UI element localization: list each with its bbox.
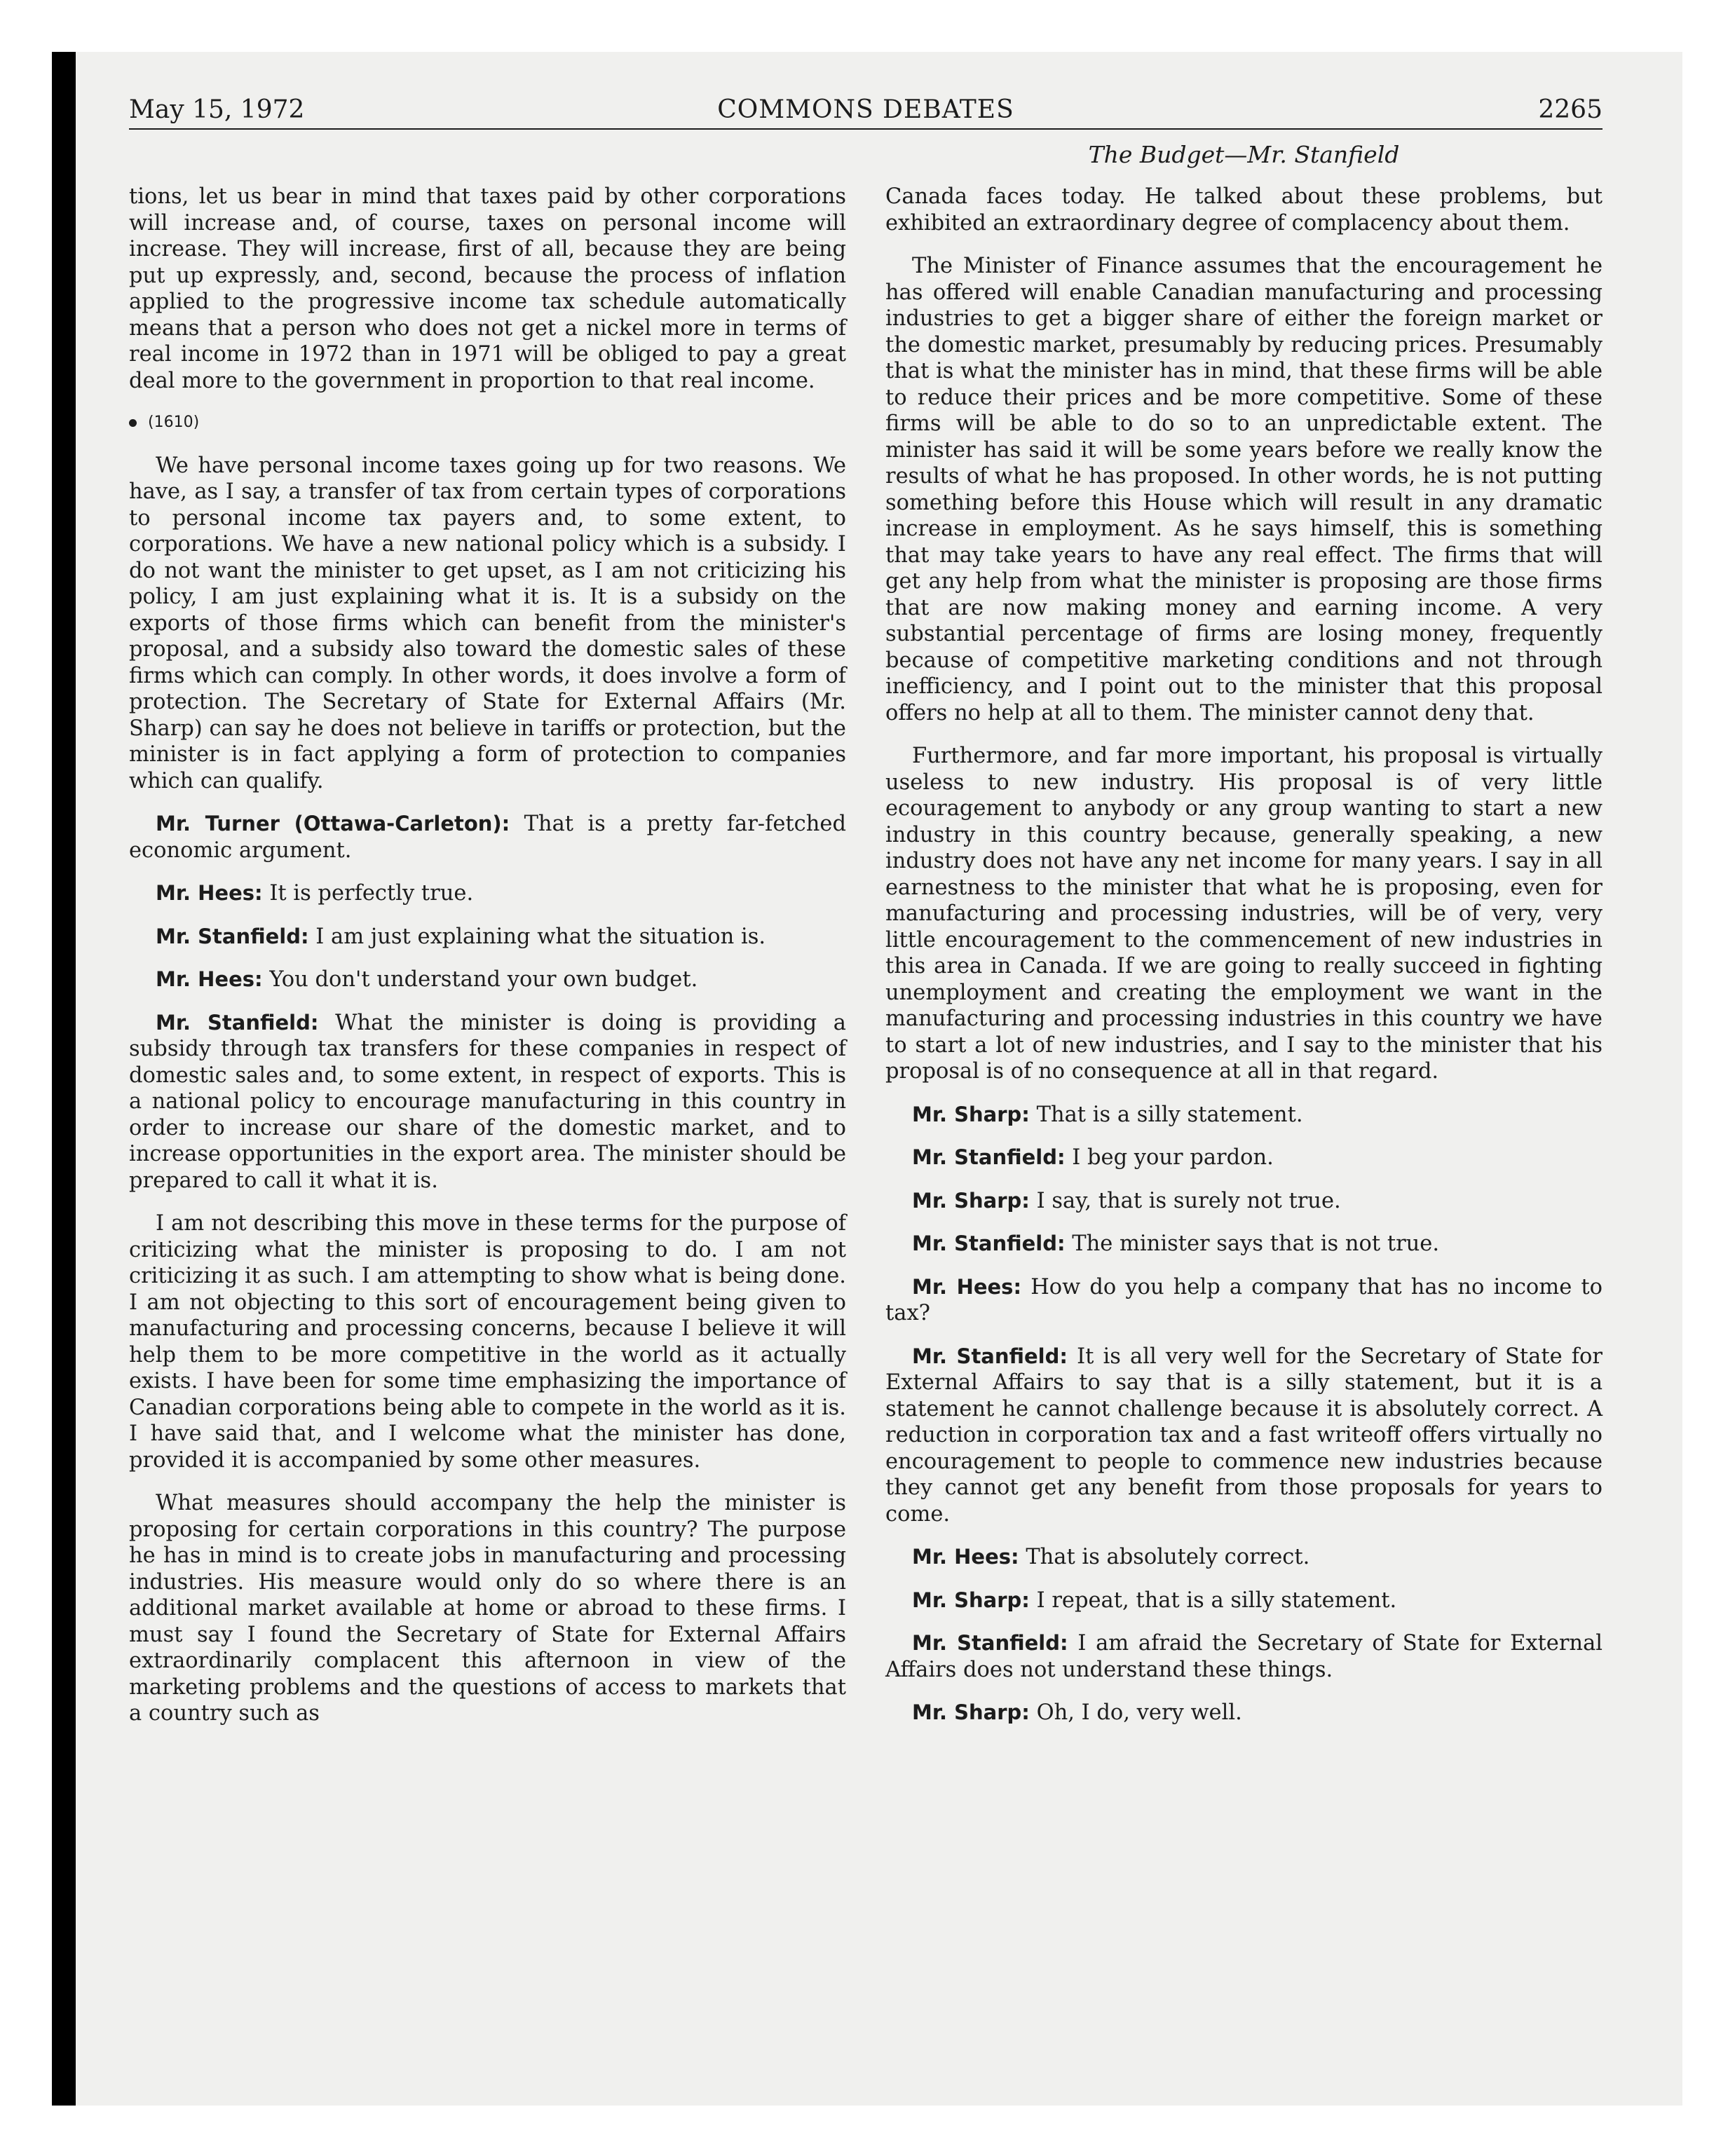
paragraph: tions, let us bear in mind that taxes paid by other corporations will increase and, of course, taxes on personal income will increase. They will increase, first of all, because they are being put up expressly, and, second, because the process of inflation applied to the progressive income tax schedule automatically means that a person who does not get a nickel more in terms of real income in 1972 than in 1971 will be obliged to pay a great deal more to the government in proportion to that real income. — [129, 184, 846, 393]
speech — [885, 1544, 1603, 1571]
publication-title: COMMONS DEBATES — [717, 95, 1014, 124]
speech — [129, 924, 846, 950]
paragraph: Canada faces today. He talked about these problems, but exhibited an extraordinary degree of complacency about them. — [885, 184, 1603, 236]
speaker-name: Mr. Stanfield: — [156, 924, 309, 948]
speech-text: That is absolutely correct. — [1026, 1545, 1310, 1569]
speech — [885, 1630, 1603, 1683]
paragraph: I am not describing this move in these terms for the purpose of criticizing what the minister is proposing to do. I am not criticizing it as such. I am attempting to show what is being done. I am not objecting to this sort of encouragement being given to manufacturing and processing concerns, because I believe it will help them to be more competitive in the world as it actually exists. I have been for some time emphasizing the importance of Canadian corporations being able to compete in the world as it is. I have said that, and I welcome what the minister has done, provided it is accompanied by some other measures. — [129, 1211, 846, 1473]
running-head — [129, 92, 1603, 130]
speech-text: I repeat, that is a silly statement. — [1036, 1588, 1397, 1613]
speaker-name: Mr. Stanfield: — [912, 1145, 1066, 1169]
timestamp-marker — [129, 409, 846, 436]
paragraph: The Minister of Finance assumes that the encouragement he has offered will enable Canadian manufacturing and processing industries to get a bigger share of either the foreign market or the domestic market, presumably by reducing prices. Presumably that is what the minister has in mind, that these firms will be able to reduce their prices and be more competitive. Some of these firms will be able to do so to an unpredictable extent. The minister has said it will be some years before we really know the results of what he has proposed. In other words, he is not putting something before this House which will result in any dramatic increase in employment. As he says himself, this is something that may take years to have any real effect. The firms that will get any help from what the minister is proposing are those firms that are now making money and earning income. A very substantial percentage of firms are losing money, frequently because of competitive marketing conditions and not through inefficiency, and I point out to the minister that this proposal offers no help at all to them. The minister cannot deny that. — [885, 254, 1603, 725]
speech — [885, 1274, 1603, 1327]
speech — [129, 967, 846, 993]
speech — [885, 1188, 1603, 1215]
page-date: May 15, 1972 — [129, 95, 305, 124]
speaker-name: Mr. Stanfield: — [912, 1344, 1068, 1368]
speech-text: That is a pretty far-fetched economic argument. — [129, 812, 846, 863]
paragraph: We have personal income taxes going up for two reasons. We have, as I say, a transfer of tax from certain types of corporations to personal income tax payers and, to some extent, to corporations. We have a new national policy which is a subsidy. I do not want the minister to get upset, as I am not criticizing his policy, I am just explaining what it is. It is a subsidy on the exports of those firms which can benefit from the minister's proposal, and a subsidy also toward the domestic sales of these firms which can comply. In other words, it does involve a form of protection. The Secretary of State for External Affairs (Mr. Sharp) can say he does not believe in tariffs or protection, but the minister is in fact applying a form of protection to companies which can qualify. — [129, 453, 846, 793]
speech-text: It is all very well for the Secretary of State for External Affairs to say that is a silly statement, but it is a statement he cannot challenge because it is absolutely correct. A reduction in corporation tax and a fast writeoff offers virtually no encouragement to people to commence new industries because they cannot get any benefit from those proposals for years to come. — [885, 1344, 1603, 1527]
paragraph: What measures should accompany the help the minister is proposing for certain corporations in this country? The purpose he has in mind is to create jobs in manufacturing and processing industries. His measure would only do so where there is an additional market available at home or abroad to these firms. I must say I found the Secretary of State for External Affairs extraordinarily complacent this afternoon in view of the marketing problems and the questions of access to markets that a country such as — [129, 1491, 846, 1726]
speech — [885, 1588, 1603, 1614]
speaker-name: Mr. Turner (Ottawa-Carleton): — [156, 812, 510, 835]
page-number: 2265 — [1538, 95, 1603, 124]
speech — [129, 811, 846, 864]
speaker-name: Mr. Sharp: — [912, 1700, 1030, 1724]
speech — [129, 1010, 846, 1194]
speech-text: That is a silly statement. — [1036, 1102, 1303, 1127]
timestamp: (1610) — [148, 414, 200, 431]
speech-text: What the minister is doing is providing a subsidy through tax transfers for these companies in respect of domestic sales and, to some extent, in respect of exports. This is a national policy to encourage manufacturing in this country in order to increase our share of the domestic market, and to increase opportunities in the export area. The minister should be prepared to call it what it is. — [129, 1010, 846, 1193]
speaker-name: Mr. Hees: — [156, 881, 263, 905]
speech-text: I am afraid the Secretary of State for External Affairs does not understand these things. — [885, 1631, 1603, 1682]
speaker-name: Mr. Stanfield: — [912, 1631, 1068, 1655]
right-column — [885, 184, 1603, 1726]
speech — [129, 880, 846, 907]
speaker-name: Mr. Hees: — [912, 1274, 1022, 1299]
speaker-name: Mr. Sharp: — [912, 1588, 1030, 1612]
speech-text: How do you help a company that has no income to tax? — [885, 1274, 1603, 1325]
section-heading: The Budget—Mr. Stanfield — [1088, 141, 1400, 168]
speech-text: I am just explaining what the situation is. — [315, 924, 766, 949]
speech-text: Oh, I do, very well. — [1036, 1700, 1242, 1725]
speech-text: I beg your pardon. — [1072, 1145, 1274, 1170]
speech-text: The minister says that is not true. — [1072, 1231, 1440, 1256]
speech — [885, 1102, 1603, 1128]
speaker-name: Mr. Hees: — [156, 967, 263, 991]
speech — [885, 1231, 1603, 1257]
speaker-name: Mr. Hees: — [912, 1545, 1019, 1569]
paragraph: Furthermore, and far more important, his proposal is virtually useless to new industry. His proposal is of very little ecouragement to anybody or any group wanting to start a new industry in this country because, generally speaking, a new industry does not have any net income for many years. I say in all earnestness to the minister that what he is proposing, even for manufacturing and processing industries, will be of very, very little encouragement to the commencement of new industries in this area in Canada. If we are going to really succeed in fighting unemployment and creating the employment we want in the manufacturing and processing industries in this country we have to start a lot of new industries, and I say to the minister that his proposal is of no consequence at all in that regard. — [885, 744, 1603, 1084]
speaker-name: Mr. Stanfield: — [156, 1010, 319, 1035]
speech-text: It is perfectly true. — [269, 881, 474, 906]
speaker-name: Mr. Sharp: — [912, 1102, 1030, 1126]
speaker-name: Mr. Stanfield: — [912, 1231, 1066, 1255]
speaker-name: Mr. Sharp: — [912, 1188, 1030, 1213]
speech — [885, 1344, 1603, 1528]
left-column — [129, 184, 846, 1727]
speech — [885, 1700, 1603, 1726]
bullet-icon — [129, 419, 137, 427]
speech — [885, 1145, 1603, 1171]
speech-text: You don't understand your own budget. — [269, 967, 698, 992]
scan-border — [52, 52, 76, 2106]
speech-text: I say, that is surely not true. — [1036, 1188, 1341, 1213]
